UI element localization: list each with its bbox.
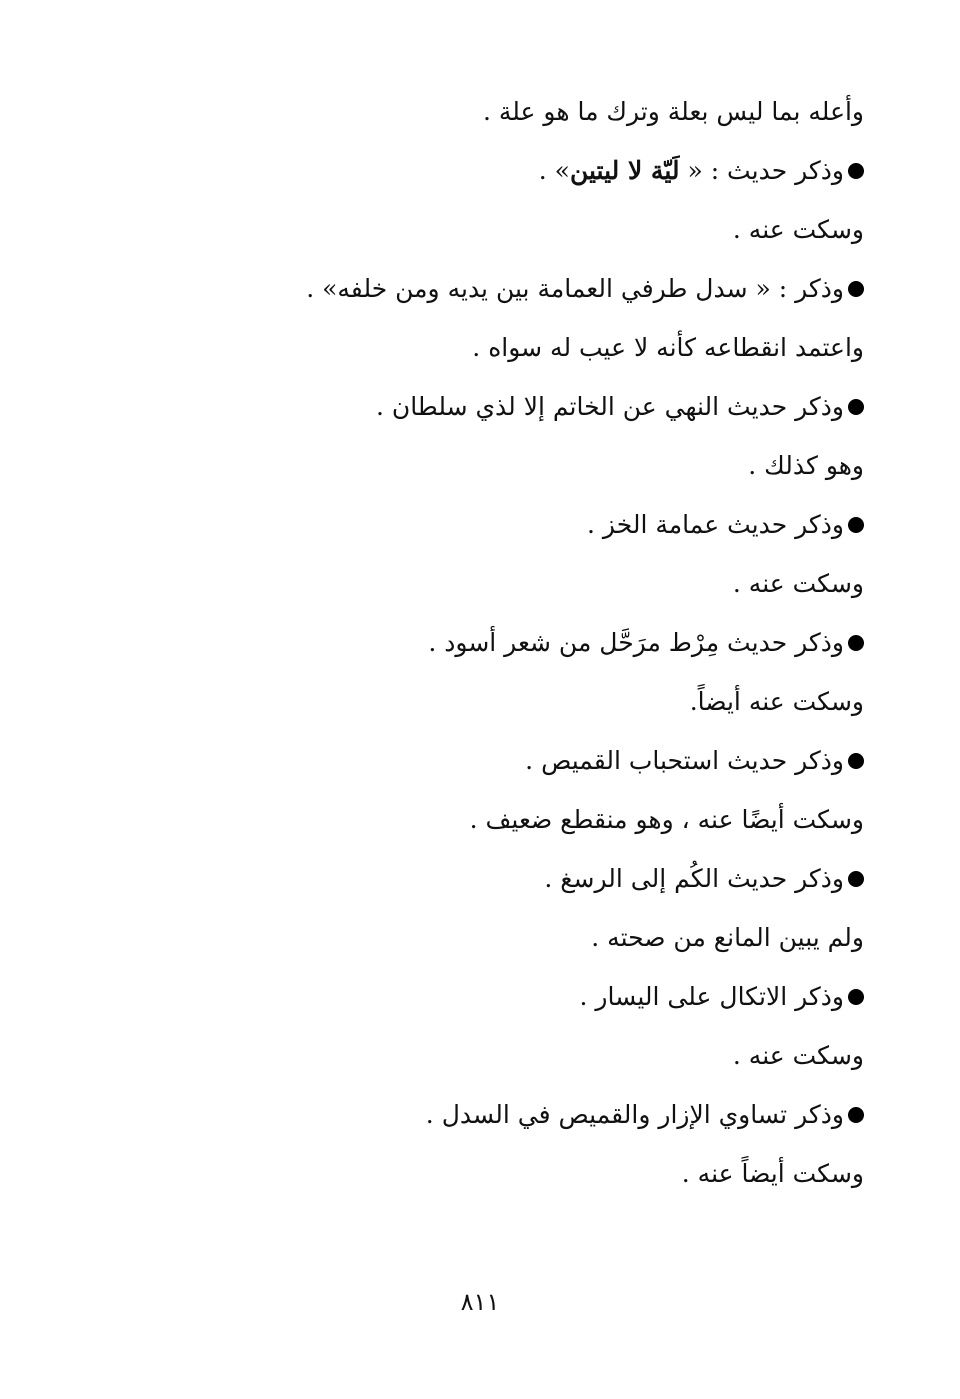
bullet-line <box>304 967 864 1026</box>
line-text: وذكر حديث الكُم إلى الرسغ . <box>544 864 844 893</box>
line-text: وذكر حديث عمامة الخز . <box>587 510 844 539</box>
line-text: وذكر تساوي الإزار والقميص في السدل . <box>425 1100 844 1129</box>
bullet-icon <box>848 163 864 179</box>
line-bold-text: لَيّة لا ليتين <box>569 156 680 185</box>
text-line <box>304 790 864 849</box>
bullet-icon <box>848 281 864 297</box>
line-text: وذكر حديث النهي عن الخاتم إلا لذي سلطان . <box>375 392 844 421</box>
bullet-line <box>304 259 864 318</box>
text-line <box>304 908 864 967</box>
bullet-line <box>304 731 864 790</box>
text-line <box>304 436 864 495</box>
bullet-line <box>304 849 864 908</box>
line-text: وسكت عنه أيضاً. <box>689 687 864 716</box>
line-text: وسكت أيضًا عنه ، وهو منقطع ضعيف . <box>469 805 864 834</box>
bullet-icon <box>848 989 864 1005</box>
line-text: وأعله بما ليس بعلة وترك ما هو علة . <box>482 97 864 126</box>
bullet-icon <box>848 399 864 415</box>
text-line <box>304 82 864 141</box>
line-text: وذكر الاتكال على اليسار . <box>579 982 844 1011</box>
page-number: ٨١١ <box>460 1288 500 1316</box>
text-line <box>304 1026 864 1085</box>
text-body <box>304 82 864 1203</box>
line-text: وذكر حديث : « <box>679 156 844 185</box>
line-tail-text: » . <box>538 156 570 185</box>
line-text: وسكت عنه . <box>732 569 864 598</box>
text-line <box>304 200 864 259</box>
bullet-line <box>304 377 864 436</box>
bullet-line <box>304 613 864 672</box>
text-line <box>304 672 864 731</box>
bullet-line <box>304 141 864 200</box>
bullet-icon <box>848 1107 864 1123</box>
line-text: وهو كذلك . <box>748 451 864 480</box>
text-line <box>304 1144 864 1203</box>
line-text: واعتمد انقطاعه كأنه لا عيب له سواه . <box>472 333 864 362</box>
line-text: وسكت عنه . <box>732 1041 864 1070</box>
line-text: ولم يبين المانع من صحته . <box>591 923 864 952</box>
text-line <box>304 554 864 613</box>
bullet-icon <box>848 753 864 769</box>
bullet-line <box>304 1085 864 1144</box>
text-line <box>304 318 864 377</box>
line-text: وذكر حديث استحباب القميص . <box>525 746 844 775</box>
bullet-icon <box>848 635 864 651</box>
line-text: وسكت أيضاً عنه . <box>681 1159 864 1188</box>
bullet-icon <box>848 871 864 887</box>
line-text: وذكر حديث مِرْط مرَحَّل من شعر أسود . <box>428 628 844 657</box>
line-text: وذكر : « سدل طرفي العمامة بين يديه ومن خلفه» . <box>306 274 844 303</box>
bullet-icon <box>848 517 864 533</box>
line-text: وسكت عنه . <box>732 215 864 244</box>
bullet-line <box>304 495 864 554</box>
